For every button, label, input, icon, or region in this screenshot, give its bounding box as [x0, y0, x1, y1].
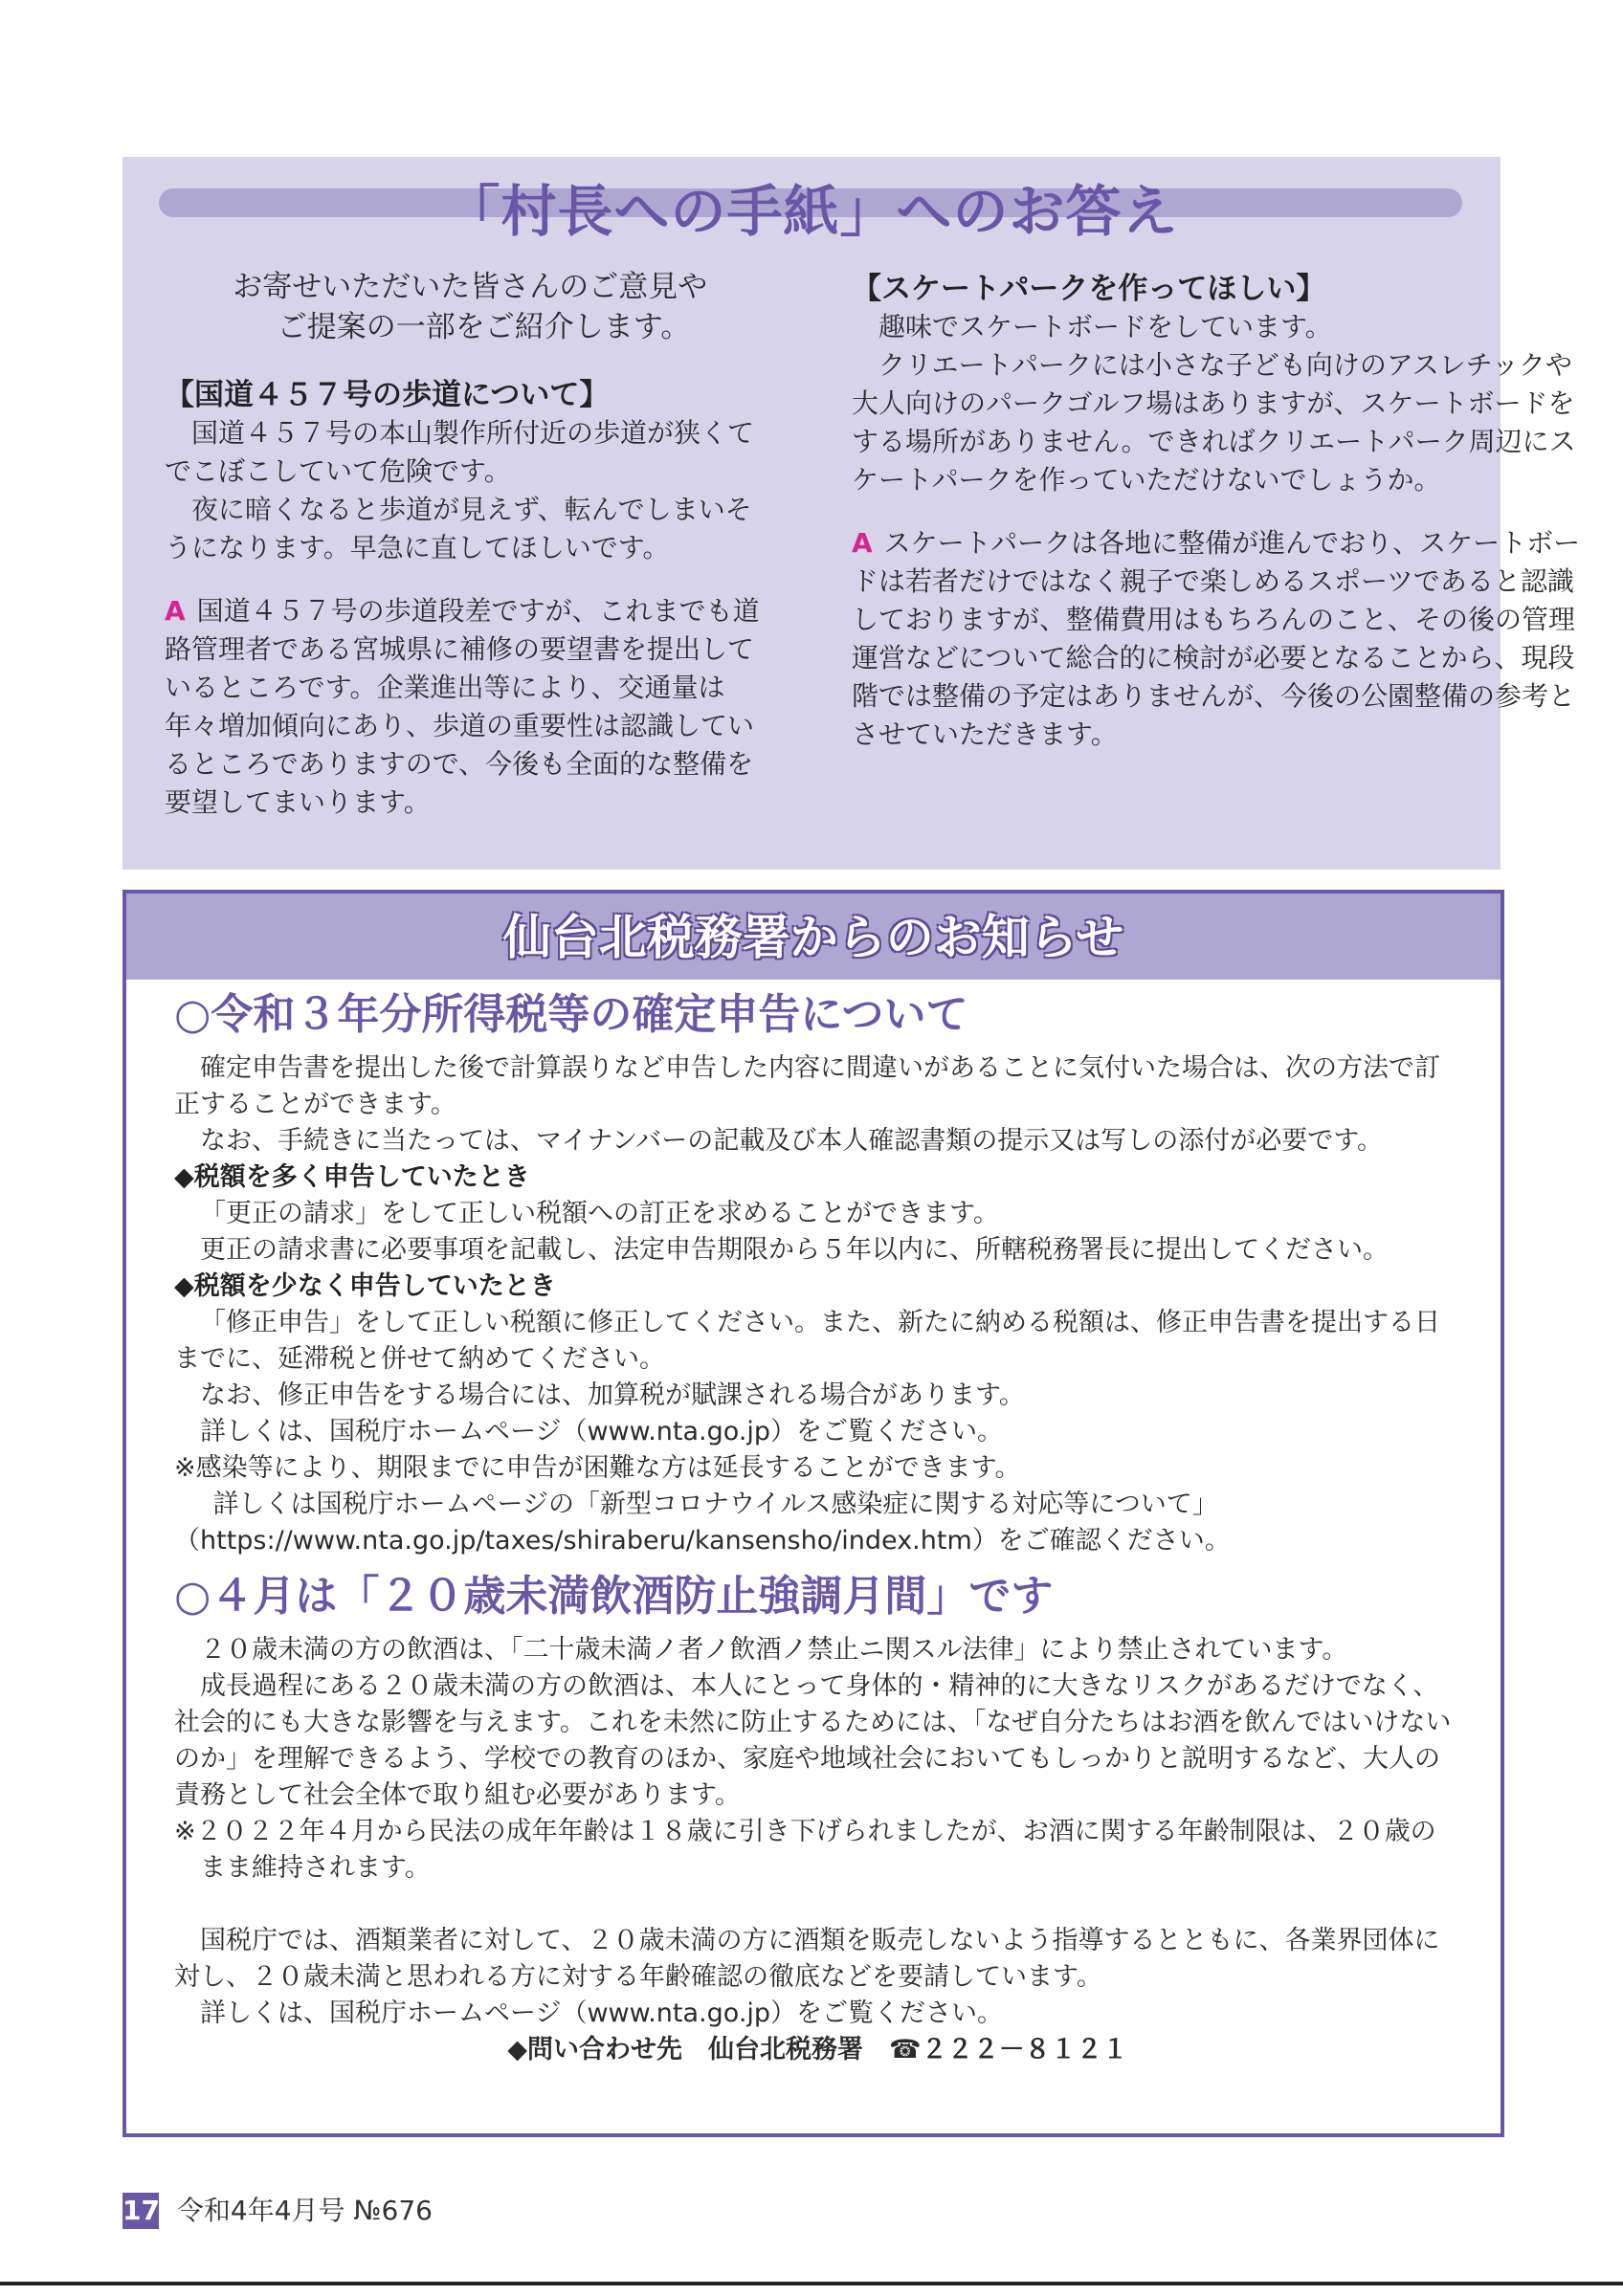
answer-mark: A — [165, 595, 186, 627]
right-question-text-2: クリエートパークには小さな子ども向けのアスレチックや大人向けのパークゴルフ場はありますが、スケートボードをする場所がありません。できればクリエートパーク周辺にスケートパークを作っていただけないでしょうか。 — [852, 349, 1576, 496]
underpaid-text: 詳しくは、国税庁ホームページ（www.nta.go.jp）をご覧ください。 — [200, 1417, 1004, 1446]
intro-line-1: お寄せいただいた皆さんのご意見や — [233, 270, 708, 304]
underage-drinking-title: ○４月は「２０歳未満飲酒防止強調月間」です — [174, 1572, 1054, 1621]
right-question-heading: 【スケートパークを作ってほしい】 — [852, 272, 1326, 306]
underage-drinking-paragraph: 成長過程にある２０歳未満の方の飲酒は、本人にとって身体的・精神的に大きなリスクがあるだけでなく、社会的にも大きな影響を与えます。これを未然に防止するためには、「なぜ自分たちはお酒を飲んではいけないのか」を理解できるよう、学校での教育のほか、家庭や地域社会においてもしっかりと説明するなど、大人の責務として社会全体で取り組む必要があります。 — [174, 1671, 1452, 1810]
letters-left-column — [165, 267, 777, 822]
left-answer — [165, 592, 777, 822]
answer-mark: A — [852, 527, 873, 559]
tax-notice-body — [174, 989, 1461, 2068]
underage-drinking-note: ※２０２２年４月から民法の成年年齢は１８歳に引き下げられましたが、お酒に関する年齢制限は、２０歳のまま維持されます。 — [174, 1817, 1436, 1883]
page-footer — [122, 2193, 433, 2229]
issue-label: 令和4年4月号 №676 — [176, 2195, 434, 2226]
tax-return-paragraph: なお、手続きに当たっては、マイナンバーの記載及び本人確認書類の提示又は写しの添付が必要です。 — [200, 1126, 1384, 1156]
underpaid-heading: ◆税額を少なく申告していたとき — [174, 1271, 556, 1301]
letters-section — [122, 157, 1581, 870]
underpaid-text: なお、修正申告をする場合には、加算税が賦課される場合があります。 — [200, 1380, 1025, 1410]
letters-right-column — [852, 270, 1589, 754]
bottom-rule — [0, 2282, 1623, 2285]
underpaid-text: 「修正申告」をして正しい税額に修正してください。また、新たに納める税額は、修正申告書を提出する日までに、延滞税と併せて納めてください。 — [174, 1308, 1440, 1374]
page-number: 17 — [122, 2193, 159, 2229]
tax-return-paragraph: 確定申告書を提出した後で計算誤りなど申告した内容に間違いがあることに気付いた場合は、次の方法で訂正することができます。 — [174, 1053, 1440, 1119]
left-question-text-2: 夜に暗くなると歩道が見えず、転んでしまいそうになります。早急に直してほしいです。 — [165, 494, 752, 563]
tax-notice-section — [122, 890, 1504, 2137]
extension-note-url: （https://www.nta.go.jp/taxes/shiraberu/kansensho/index.htm）をご確認ください。 — [174, 1526, 1231, 1556]
underage-drinking-paragraph: ２０歳未満の方の飲酒は、「二十歳未満ノ者ノ飲酒ノ禁止ニ関スル法律」により禁止されています。 — [200, 1635, 1348, 1665]
spacer — [174, 1887, 1461, 1923]
overpaid-heading: ◆税額を多く申告していたとき — [174, 1162, 530, 1192]
tax-return-title: ○令和３年分所得税等の確定申告について — [174, 990, 968, 1039]
left-answer-text: 国道４５７号の歩道段差ですが、これまでも道路管理者である宮城県に補修の要望書を提出しているところです。企業進出等により、交通量は年々増加傾向にあり、歩道の重要性は認識しているところでありますので、今後も全面的な整備を要望してまいります。 — [165, 595, 760, 818]
right-answer — [852, 524, 1589, 754]
overpaid-text: 「更正の請求」をして正しい税額への訂正を求めることができます。 — [200, 1199, 999, 1228]
spacer — [852, 499, 1589, 524]
overpaid-text: 更正の請求書に必要事項を記載し、法定申告期限から５年以内に、所轄税務署長に提出してください。 — [200, 1235, 1389, 1265]
extension-note: ※感染等により、期限までに申告が困難な方は延長することができます。 — [174, 1453, 1021, 1483]
left-question-text-1: 国道４５７号の本山製作所付近の歩道が狭くてでこぼこしていて危険です。 — [165, 417, 755, 487]
intro-line-2: ご提案の一部をご紹介します。 — [277, 310, 691, 344]
contact-line: ◆問い合わせ先 仙台北税務署 ☎２２２－８１２１ — [507, 2035, 1128, 2064]
underage-drinking-paragraph: 詳しくは、国税庁ホームページ（www.nta.go.jp）をご覧ください。 — [200, 1998, 1004, 2028]
extension-note-detail: 詳しくは国税庁ホームページの「新型コロナウイルス感染症に関する対応等について」 — [212, 1490, 1218, 1519]
tax-notice-header: 仙台北税務署からのお知らせ — [126, 894, 1501, 980]
underage-drinking-paragraph: 国税庁では、酒類業者に対して、２０歳未満の方に酒類を販売しないよう指導するとともに、各業界団体に対し、２０歳未満と思われる方に対する年齢確認の徹底などを要請しています。 — [174, 1926, 1440, 1992]
right-question-text-1: 趣味でスケートボードをしています。 — [878, 311, 1332, 342]
spacer — [165, 567, 777, 592]
letters-title: 「村長への手紙」へのお答え — [444, 179, 1179, 244]
left-question-heading: 【国道４５７号の歩道について】 — [165, 378, 610, 412]
right-answer-text: スケートパークは各地に整備が進んでおり、スケートボードは若者だけではなく親子で楽しめるスポーツであると認識しておりますが、整備費用はもちろんのこと、その後の管理運営などについて総合的に検討が必要となることから、現段階では整備の予定はありませんが、今後の公園整備の参考とさせていただきます。 — [852, 527, 1581, 750]
